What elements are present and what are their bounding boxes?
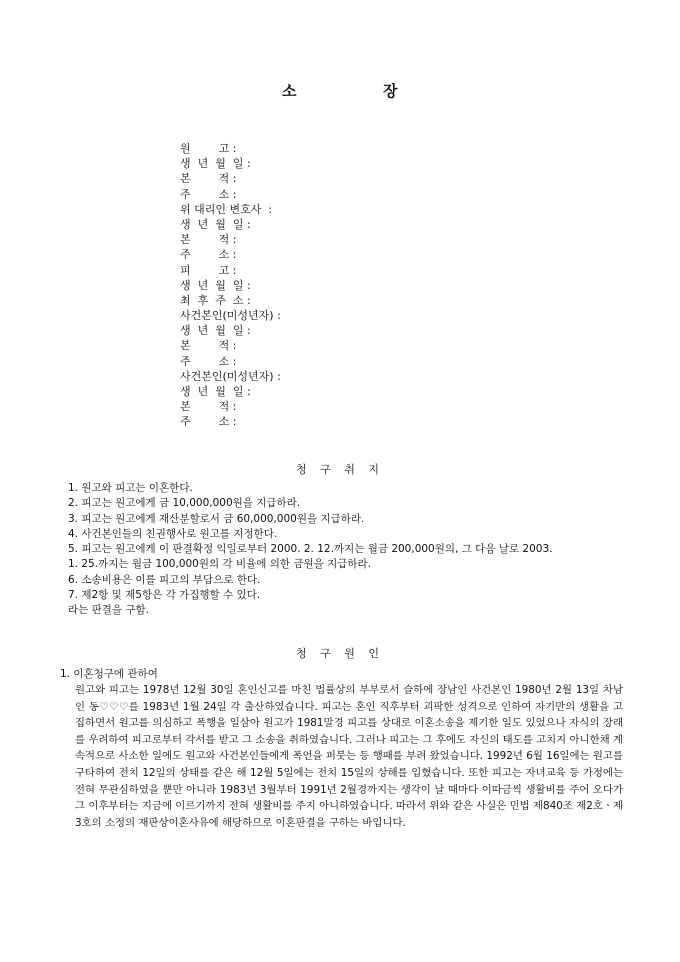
claim-item: 4. 사건본인들의 친권행사로 원고를 지정한다. bbox=[68, 527, 278, 540]
party-field: 주 소 : bbox=[180, 248, 237, 262]
party-field: 피 고 : bbox=[180, 263, 237, 277]
causes-section bbox=[60, 666, 623, 831]
party-field: 생 년 월 일 : bbox=[180, 278, 251, 292]
claim-item: 5. 피고는 원고에게 이 판결확정 익일로부터 2000. 2. 12.까지는 월금 200,000원의, 그 다음 날로 2003. bbox=[68, 543, 553, 556]
claim-item: 1. 25.까지는 월금 100,000원의 각 비율에 의한 금원을 지급하라. bbox=[68, 558, 372, 571]
party-field: 원 고 : bbox=[180, 142, 237, 155]
party-field: 위 대리인 변호사 : bbox=[180, 202, 273, 216]
cause-subheading: 1. 이혼청구에 관하여 bbox=[60, 668, 158, 680]
party-field: 본 적 : bbox=[180, 400, 237, 414]
party-field: 본 적 : bbox=[180, 339, 237, 353]
document-title bbox=[0, 80, 680, 102]
claim-item: 6. 소송비용은 이를 피고의 부담으로 한다. bbox=[68, 573, 261, 586]
party-field: 본 적 : bbox=[180, 172, 237, 186]
causes-heading: 청 구 원 인 bbox=[296, 647, 384, 660]
claims-list bbox=[68, 481, 552, 619]
claim-item: 라는 판결을 구함. bbox=[68, 604, 150, 617]
party-field: 주 소 : bbox=[180, 187, 237, 201]
party-field: 주 소 : bbox=[180, 354, 237, 368]
party-field: 생 년 월 일 : bbox=[180, 324, 251, 338]
title-char-1: 소 bbox=[282, 82, 297, 100]
party-field: 생 년 월 일 : bbox=[180, 157, 251, 171]
party-field: 최 후 주 소 : bbox=[180, 293, 251, 307]
claim-item: 2. 피고는 원고에게 금 10,000,000원을 지급하라. bbox=[68, 497, 301, 510]
cause-paragraph: 원고와 피고는 1978년 12월 30일 혼인신고를 마친 법률상의 부부로서 슬하에 장남인 사건본인 1980년 2월 13일 차남인 동♡♡♡를 1983년 1월 24일 각 출산하였습니다. 피고는 혼인 직후부터 괴팍한 성격으로 인하여 자기만의 생활을 고집하면서 원고를 의심하고 폭행을 일삼아 원고가 1981말경 피고를 상대로 이혼소송을 제기한 일도 있었으나 자식의 장래를 우려하여 피고로부터 각서를 받고 그 소송을 취하였습니다. 그러나 피고는 그 후에도 자신의 태도를 고치지 아니한채 계속적으로 사소한 일에도 원고와 사건본인들에게 폭언을 퍼붓는 등 행패를 부려 왔었습니다. 1992년 6월 16일에는 원고를 구타하여 전치 12일의 상태를 같은 해 12월 5일에는 전치 15일의 상해를 입혔습니다. 또한 피고는 자녀교육 등 가정에는 전혀 무관심하였을 뿐만 아니라 1983년 3월부터 1991년 2월경까지는 생각이 날 때마다 이따금씩 생활비를 주어 오다가 그 이후부터는 지금에 이르기까지 전혀 생활비를 주지 아니하였습니다. 따라서 위와 같은 사실은 민법 제840조 제2호ㆍ제3호의 소정의 재판상이혼사유에 해당하므로 이혼판결을 구하는 바입니다. bbox=[75, 684, 623, 829]
party-field: 사건본인(미성년자) : bbox=[180, 369, 281, 383]
claim-item: 3. 피고는 원고에게 재산분할로서 금 60,000,000원을 지급하라. bbox=[68, 512, 365, 525]
party-info-block bbox=[180, 141, 281, 430]
party-field: 사건본인(미성년자) : bbox=[180, 309, 281, 323]
title-char-2: 장 bbox=[383, 82, 398, 100]
claim-item: 1. 원고와 피고는 이혼한다. bbox=[68, 482, 193, 494]
claims-heading: 청 구 취 지 bbox=[296, 463, 384, 476]
party-field: 본 적 : bbox=[180, 233, 237, 247]
party-field: 주 소 : bbox=[180, 415, 237, 429]
party-field: 생 년 월 일 : bbox=[180, 217, 251, 231]
party-field: 생 년 월 일 : bbox=[180, 385, 251, 398]
claim-item: 7. 제2항 및 제5항은 각 가집행할 수 있다. bbox=[68, 589, 261, 602]
